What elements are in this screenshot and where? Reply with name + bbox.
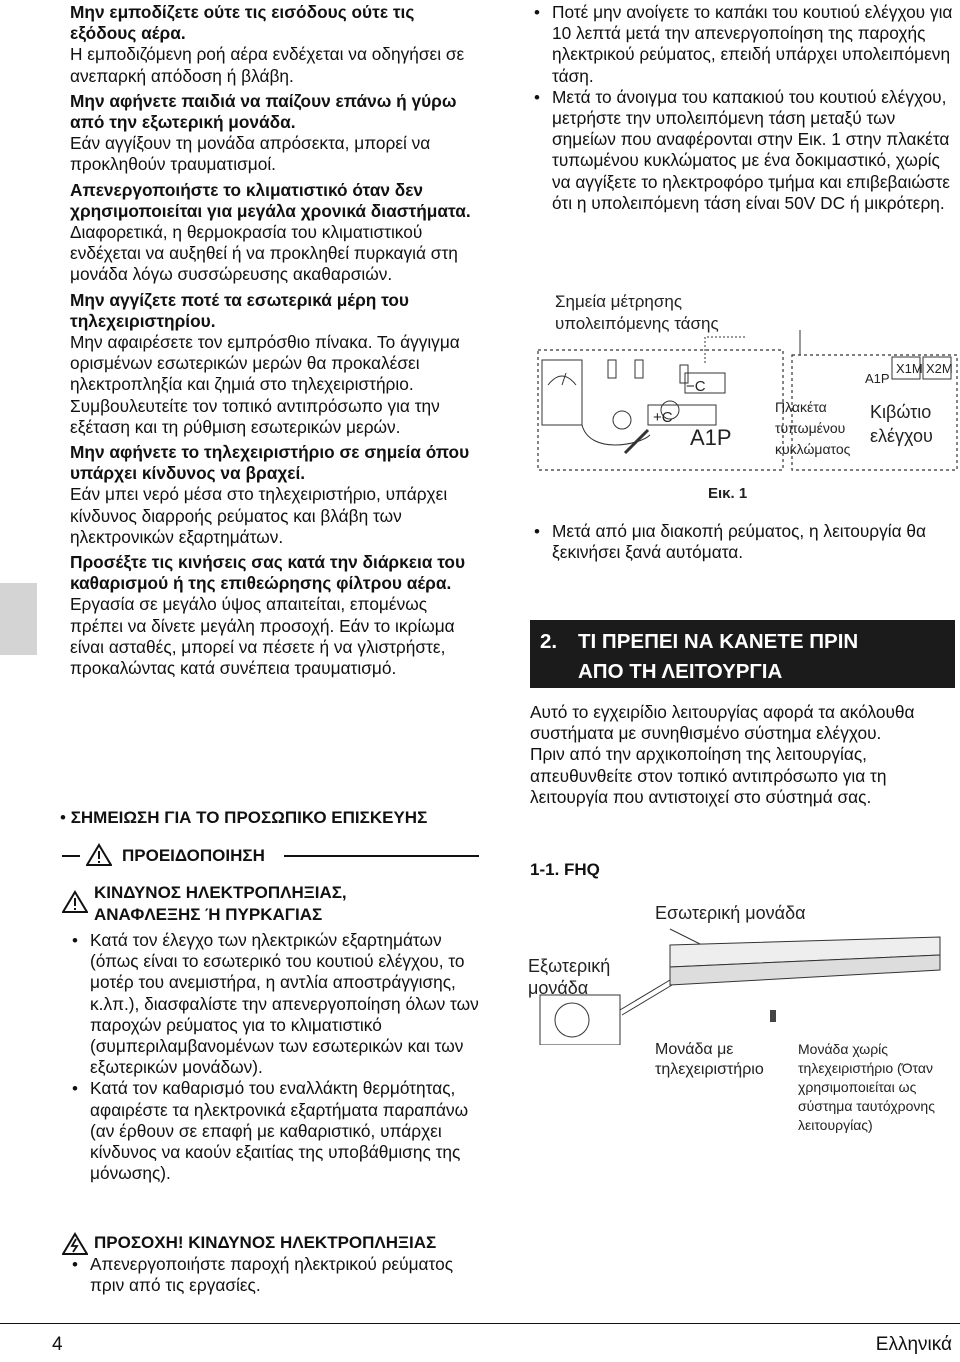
danger-heading: ΚΙΝΔΥΝΟΣ ΗΛΕΚΤΡΟΠΛΗΞΙΑΣ, ΑΝΑΦΛΕΞΗΣ Ή ΠΥΡΚΑΓΙΑΣ [94,883,347,924]
list-item: • Απενεργοποιήστε παροχή ηλεκτρικού ρεύματος πριν από τις εργασίες. [68,1254,482,1296]
list-item: • Μετά το άνοιγμα του καπακιού του κουτιού ελέγχου, μετρήστε την υπολειπόμενη τάση μεταξύ των σημείων που αναφέρονται στην Εικ. 1 στην πλακέτα τυπωμένου κυκλώματος με ένα δοκιμαστικό, χωρίς να αγγίξετε το ηλεκτροφόρο τμήμα και επιβεβαιώστε ότι η υπολειπόμενη τάση είναι 50V DC ή μικρότερη. [530,87,955,214]
without-remote-label: Μονάδα χωρίς τηλεχειριστήριο (Όταν χρησιμοποιείται ως σύστημα ταυτόχρονης λειτουργίας) [798,1041,935,1133]
section-body [530,702,955,808]
page-number: 4 [52,1334,63,1355]
left-column [70,2,480,679]
paragraph-heading: Μην αφήνετε παιδιά να παίζουν επάνω ή γύρω από την εξωτερική μονάδα. [70,90,457,133]
paragraph-heading: Μην αφήνετε το τηλεχειριστήριο σε σημεία όπου υπάρχει κίνδυνος να βραχεί. [70,442,470,484]
section-title-line1: ΤΙ ΠΡΕΠΕΙ ΝΑ ΚΑΝΕΤΕ ΠΡΙΝ [578,630,859,653]
circuit-diagram [530,285,960,485]
with-remote-label: Μονάδα με τηλεχειριστήριο [655,1041,764,1078]
paragraph-heading: Μην αγγίζετε ποτέ τα εσωτερικά μέρη του τηλεχειριστηρίου. [70,289,409,331]
danger-block [62,882,482,1184]
minus-c-terminal: −C [686,378,706,395]
warning-triangle-icon [62,890,88,914]
paragraph-text: Η εμποδιζόμενη ροή αέρα ενδέχεται να οδηγήσει σε ανεπαρκή απόδοση ή βλάβη. [70,44,465,86]
system-diagram [520,895,960,1045]
control-box-label: Κιβώτιο ελέγχου [870,402,933,446]
figure-caption: Εικ. 1 [708,485,748,502]
paragraph-text: Μην αφαιρέσετε τον εμπρόσθιο πίνακα. Το άγγιγμα ορισμένων εσωτερικών μερών θα προκαλέσει ηλεκτροπληξία και ζημιά στο τηλεχειριστήριο. Συμβουλευτείτε τον τοπικό αντιπρόσωπο για την εξέταση και τη ρύθμιση εσωτερικών μερών. [70,332,460,437]
measure-points-label: Σημεία μέτρησης υπολειπόμενης τάσης [555,292,719,333]
paragraph-heading: Απενεργοποιήστε το κλιματιστικό όταν δεν χρησιμοποιείται για μεγάλα χρονικά διαστήματα. [70,179,471,221]
caution-heading: ΠΡΟΣΟΧΗ! ΚΙΝΔΥΝΟΣ ΗΛΕΚΤΡΟΠΛΗΞΙΑΣ [94,1233,437,1252]
x1m-label: X1M [896,361,923,376]
outdoor-unit-label: Εξωτερική μονάδα [528,956,611,998]
paragraph-text: Εάν αγγίξουν τη μονάδα απρόσεκτα, μπορεί να προκληθούν τραυματισμοί. [70,133,431,175]
section-number: 2. [540,630,558,653]
warning-triangle-icon [86,843,112,867]
indoor-unit-label: Εσωτερική μονάδα [655,903,806,923]
list-item: • Κατά τον έλεγχο των ηλεκτρικών εξαρτημάτων (όπως είναι το εσωτερικό του κουτιού ελέγχου, το μοτέρ του ανεμιστήρα, η αντλία αποστράγγισης, κ.λπ.), διασφαλίστε την απενεργοποίηση όλων των παροχών ρεύματος για το κλιματιστικό (συμπεριλαμβανομένων των εσωτερικών και των εξωτερικών μονάδων). [68,930,482,1078]
list-item: • Μετά από μια διακοπή ρεύματος, η λειτουργία θα ξεκινήσει ξανά αυτόματα. [530,521,955,563]
paragraph-text: Διαφορετικά, η θερμοκρασία του κλιματιστικού ενδέχεται να αυξηθεί ή να προκληθεί πυρκαγιά στη μονάδα λόγω συσσώρευσης ακαθαρσιών. [70,222,458,285]
paragraph-heading: Προσέξτε τις κινήσεις σας κατά την διάρκεια του καθαρισμού ή της επιθεώρησης φίλτρου αέρα. [70,552,466,594]
warning-line [62,844,482,868]
electric-hazard-icon [62,1232,88,1256]
a1p-small-label: A1P [865,371,890,386]
footer-rule [0,1323,960,1324]
caution-block [62,1232,482,1296]
section-heading [530,620,955,688]
pcb-label: Πλακέτα τυπωμένου κυκλώματος [775,399,851,457]
paragraph-text: Αυτό το εγχειρίδιο λειτουργίας αφορά τα ακόλουθα συστήματα με συνηθισμένο σύστημα ελέγχου. [530,702,915,744]
paragraph-heading: Μην εμποδίζετε ούτε τις εισόδους ούτε τις εξόδους αέρα. [70,2,415,44]
section-title-line2: ΑΠΟ ΤΗ ΛΕΙΤΟΥΡΓΙΑ [578,660,783,683]
footer-language: Ελληνικά [875,1334,952,1355]
side-tab-marker [0,583,37,655]
right-column [530,2,955,214]
sub-heading: 1-1. FHQ [530,860,600,879]
list-item: • Ποτέ μην ανοίγετε το καπάκι του κουτιού ελέγχου για 10 λεπτά μετά την απενεργοποίηση της παροχής ηλεκτρικού ρεύματος, επειδή υπάρχει υπολειπόμενη τάση. [530,2,955,87]
plus-c-terminal: +C [653,409,673,426]
figure-2 [520,895,960,1165]
paragraph-text: Εργασία σε μεγάλο ύψος απαιτείται, επομένως πρέπει να δίνετε μεγάλη προσοχή. Εάν το ικρίωμα είναι ασταθές, μπορεί να πέσετε ή να γλιστρήστε, προκαλώντας κατά συνέπεια τραυματισμό. [70,594,455,679]
warning-label: ΠΡΟΕΙΔΟΠΟΙΗΣΗ [122,846,265,865]
a1p-label: A1P [690,425,732,450]
paragraph-text: Εάν μπει νερό μέσα στο τηλεχειριστήριο, υπάρχει κίνδυνος διαρροής ρεύματος και βλάβη των ηλεκτρονικών εξαρτημάτων. [70,484,448,547]
x2m-label: X2M [926,361,953,376]
note-heading-text: ΣΗΜΕΙΩΣΗ ΓΙΑ ΤΟ ΠΡΟΣΩΠΙΚΟ ΕΠΙΣΚΕΥΗΣ [70,808,428,827]
service-note-heading: • ΣΗΜΕΙΩΣΗ ΓΙΑ ΤΟ ΠΡΟΣΩΠΙΚΟ ΕΠΙΣΚΕΥΗΣ [60,808,428,827]
figure-1 [530,285,960,505]
paragraph-text: Πριν από την αρχικοποίηση της λειτουργίας, απευθυνθείτε στον τοπικό αντιπρόσωπο για τη λειτουργία που αντιστοιχεί στο σύστημά σας. [530,744,887,807]
list-item: • Κατά τον καθαρισμό του εναλλάκτη θερμότητας, αφαιρέστε τα ηλεκτρονικά εξαρτήματα παραπάνω (αν έρθουν σε επαφή με καθαριστικό, υπάρχει κίνδυνος να καούν εξαιτίας της υποβάθμισης της μόνωσης). [68,1078,482,1184]
